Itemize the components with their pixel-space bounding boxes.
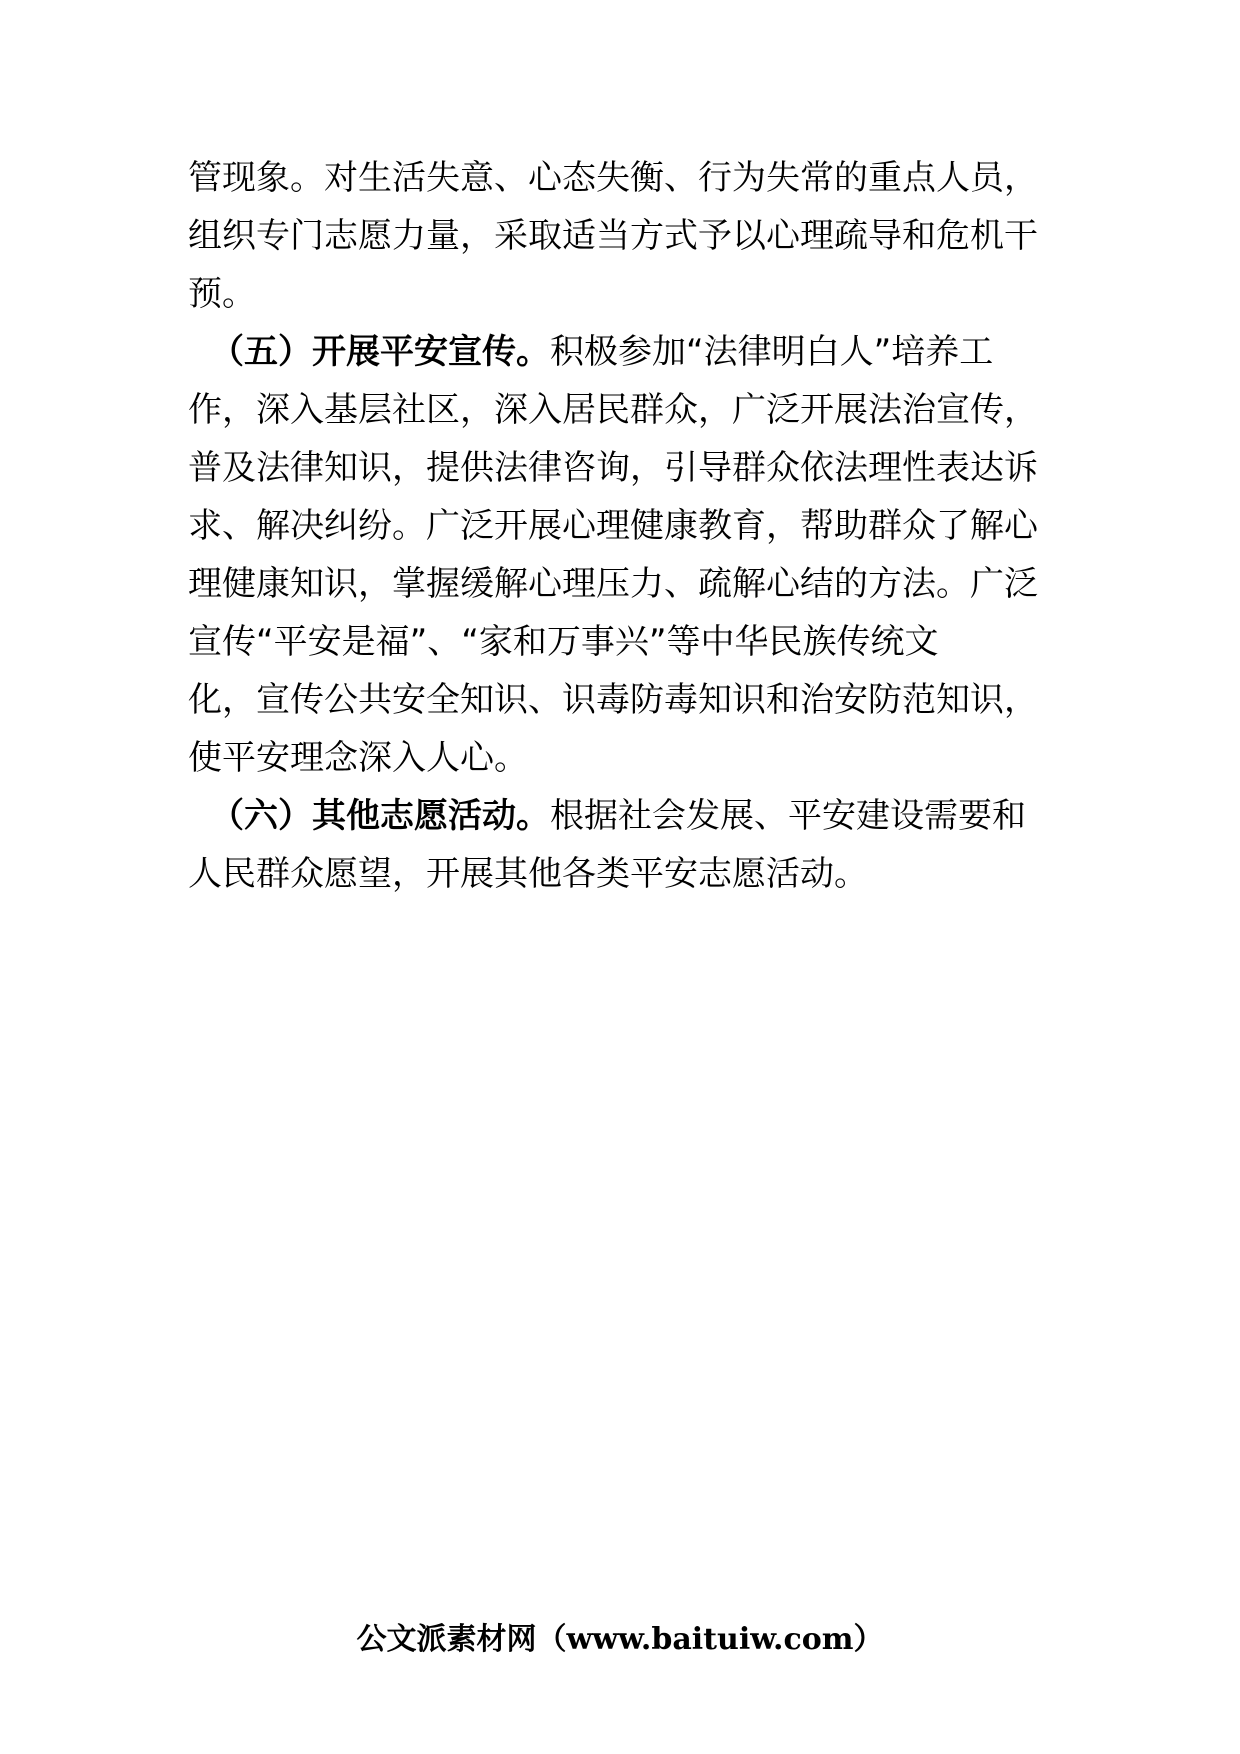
- section-six-first-line: [210, 796, 1026, 836]
- section-six-heading: （六）其他志愿活动。: [210, 796, 550, 836]
- section-five-heading: （五）开展平安宣传。: [210, 332, 550, 372]
- paragraph-line: 化，宣传公共安全知识、识毒防毒知识和治安防范知识，: [188, 680, 1038, 720]
- section-six-text: 根据社会发展、平安建设需要和: [550, 796, 1026, 836]
- paragraph-line: 人民群众愿望，开展其他各类平安志愿活动。: [188, 854, 868, 894]
- paragraph-line: 组织专门志愿力量，采取适当方式予以心理疏导和危机干: [188, 216, 1038, 256]
- paragraph-line: 求、解决纠纷。广泛开展心理健康教育，帮助群众了解心: [188, 506, 1038, 546]
- paragraph-line: 作，深入基层社区，深入居民群众，广泛开展法治宣传，: [188, 390, 1038, 430]
- paragraph-line: 预。: [188, 274, 256, 314]
- paragraph-line: 使平安理念深入人心。: [188, 738, 528, 778]
- paragraph-line: 普及法律知识，提供法律咨询，引导群众依法理性表达诉: [188, 448, 1038, 488]
- footer-watermark: 公文派素材网（www.baituiw.com）: [356, 1622, 884, 1657]
- section-five-first-line: [210, 332, 993, 372]
- section-five-text: 积极参加“法律明白人”培养工: [550, 332, 994, 372]
- paragraph-line: 理健康知识，掌握缓解心理压力、疏解心结的方法。广泛: [188, 564, 1038, 604]
- paragraph-line: 管现象。对生活失意、心态失衡、行为失常的重点人员，: [188, 158, 1038, 198]
- paragraph-line: 宣传“平安是福”、“家和万事兴”等中华民族传统文: [188, 622, 939, 662]
